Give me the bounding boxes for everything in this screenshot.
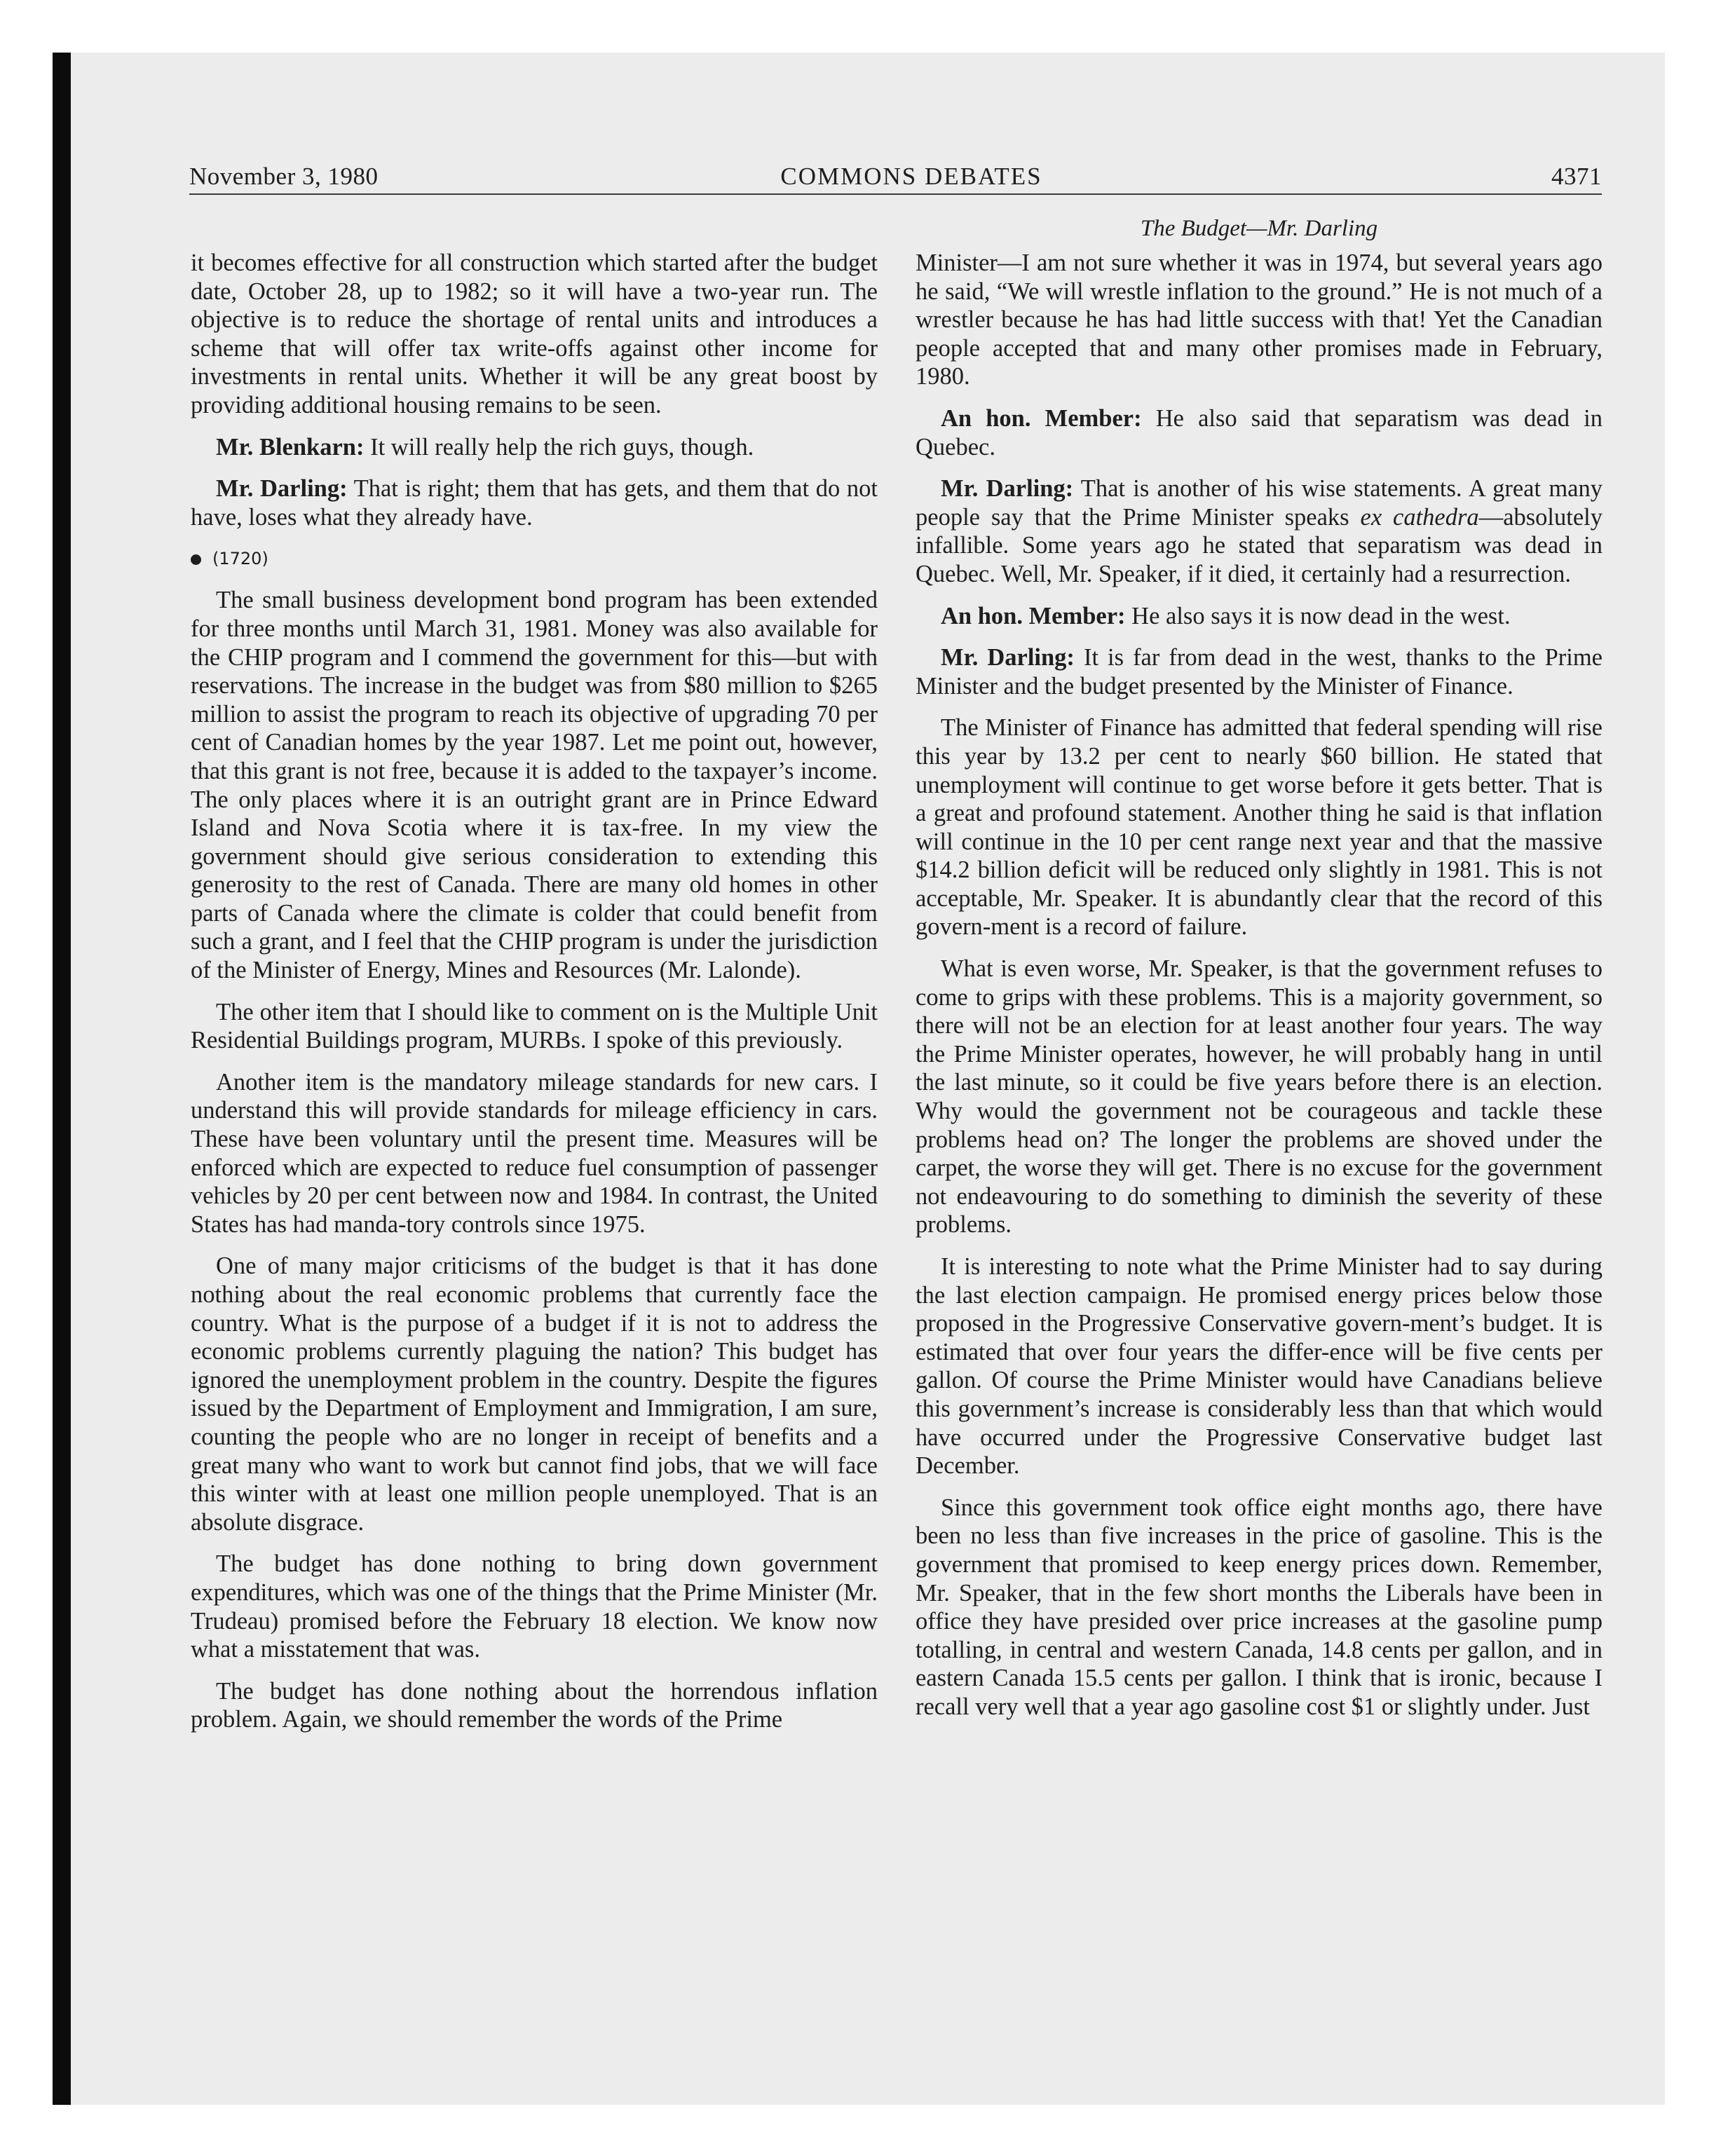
paragraph: it becomes effective for all construction which started after the budget date, October 28, up to 1982; so it will have a two-year run. The objective is to reduce the shortage of rental units and introduces a scheme that will offer tax write-offs against other income for investments in rental units. Whether it will be any great boost by providing additional housing remains to be seen. — [191, 250, 878, 418]
paragraph: What is even worse, Mr. Speaker, is that the government refuses to come to grips with these problems. This is a majority government, so there will not be an election for at least another four years. The way the Prime Minister operates, however, he will probably hang in until the last minute, so it could be five years before there is an election. Why would the government not be courageous and tackle these problems head on? The longer the problems are shoved under the carpet, the worse they will get. There is no excuse for the government not endeavouring to do something to diminish the severity of these problems. — [916, 955, 1603, 1239]
speech-paragraph — [191, 433, 878, 462]
time-marker-label: (1720) — [212, 549, 268, 569]
speaker-name: Mr. Darling: — [216, 475, 348, 503]
paragraph: The budget has done nothing about the horrendous inflation problem. Again, we should remember the words of the Prime — [191, 1677, 878, 1733]
running-head: The Budget—Mr. Darling — [1140, 216, 1378, 241]
speech-text: That is another of his wise statements. A great many people say that the Prime Minister speaks — [916, 475, 1603, 531]
paragraph: Since this government took office eight months ago, there have been no less than five increases in the price of gasoline. This is the government that promised to keep energy prices down. Remember, Mr. Speaker, that in the few short months the Liberals have been in office they have presided over price increases at the gasoline pump totalling, in central and western Canada, 14.8 cents per gallon, and in eastern Canada 15.5 cents per gallon. I think that is ironic, because I recall very well that a year ago gasoline cost $1 or slightly under. Just — [916, 1494, 1603, 1720]
bullet-icon — [191, 554, 201, 565]
header-date: November 3, 1980 — [189, 163, 379, 190]
speech-paragraph — [191, 475, 878, 531]
speech-paragraph — [916, 475, 1603, 588]
speech-text: He also said that separatism was dead in Quebec. — [916, 404, 1603, 460]
paragraph: Another item is the mandatory mileage standards for new cars. I understand this will provide standards for mileage efficiency in cars. These have been voluntary until the present time. Measures will be enforced which are expected to reduce fuel consumption of passenger vehicles by 20 per cent between now and 1984. In contrast, the United States has had manda-tory controls since 1975. — [191, 1068, 878, 1238]
speaker-name: An hon. Member: — [941, 602, 1126, 629]
header-divider — [189, 193, 1602, 195]
speaker-name: Mr. Darling: — [941, 644, 1075, 671]
speech-text: —absolutely infallible. Some years ago he stated that separatism was dead in Quebec. Well, Mr. Speaker, if it died, it certainly had a resurrection. — [916, 503, 1603, 587]
speech-text: It is far from dead in the west, thanks to the Prime Minister and the budget presented by the Minister of Finance. — [916, 644, 1603, 700]
scan-border — [53, 53, 71, 2105]
paragraph: One of many major criticisms of the budget is that it has done nothing about the real economic problems that currently face the country. What is the purpose of a budget if it is not to address the economic problems currently plaguing the nation? This budget has ignored the unemployment problem in the country. Despite the figures issued by the Department of Employment and Immigration, I am sure, counting the people who are no longer in receipt of benefits and a great many who want to work but cannot find jobs, that we will face this winter with at least one million people unemployed. That is an absolute disgrace. — [191, 1253, 878, 1536]
speech-text: It will really help the rich guys, though. — [364, 433, 754, 460]
speech-text: That is right; them that has gets, and them that do not have, loses what they already have. — [191, 475, 878, 531]
time-marker — [191, 545, 878, 573]
speech-paragraph — [916, 404, 1603, 461]
header-publication-title: COMMONS DEBATES — [780, 163, 1042, 190]
paragraph: The budget has done nothing to bring down government expenditures, which was one of the things that the Prime Minister (Mr. Trudeau) promised before the February 18 election. We know now what a misstatement that was. — [191, 1550, 878, 1663]
paragraph: It is interesting to note what the Prime Minister had to say during the last election campaign. He promised energy prices below those proposed in the Progressive Conservative govern-ment’s budget. It is estimated that over four years the differ-ence will be five cents per gallon. Of course the Prime Minister would have Canadians believe this government’s increase is considerably less than that which would have occurred under the Progressive Conservative budget last December. — [916, 1253, 1603, 1480]
left-column — [191, 249, 878, 1747]
speech-paragraph — [916, 602, 1603, 631]
speaker-name: An hon. Member: — [941, 404, 1142, 432]
speaker-name: Mr. Blenkarn: — [216, 433, 365, 460]
right-column — [916, 249, 1603, 1735]
paragraph: The other item that I should like to comment on is the Multiple Unit Residential Buildings program, MURBs. I spoke of this previously. — [191, 998, 878, 1054]
speaker-name: Mr. Darling: — [941, 475, 1074, 503]
paragraph: The small business development bond program has been extended for three months until March 31, 1981. Money was also available for the CHIP program and I commend the government for this—but with reservations. The increase in the budget was from $80 million to $265 million to assist the program to reach its objective of upgrading 70 per cent of Canadian homes by the year 1987. Let me point out, however, that this grant is not free, because it is added to the taxpayer’s income. The only places where it is an outright grant are in Prince Edward Island and Nova Scotia where it is tax-free. In my view the government should give serious consideration to extending this generosity to the rest of Canada. There are many old homes in other parts of Canada where the climate is colder that could benefit from such a grant, and I feel that the CHIP program is under the jurisdiction of the Minister of Energy, Mines and Resources (Mr. Lalonde). — [191, 587, 878, 984]
paragraph: Minister—I am not sure whether it was in 1974, but several years ago he said, “We will wrestle inflation to the ground.” He is not much of a wrestler because he has had little success with that! Yet the Canadian people accepted that and many other promises made in February, 1980. — [916, 250, 1603, 390]
header-page-number: 4371 — [1551, 163, 1602, 190]
paragraph: The Minister of Finance has admitted that federal spending will rise this year by 13.2 per cent to nearly $60 billion. He stated that unemployment will continue to get worse before it gets better. That is a great and profound statement. Another thing he said is that inflation will continue in the 10 per cent range next year and that the massive $14.2 billion deficit will be reduced only slightly in 1981. This is not acceptable, Mr. Speaker. It is abundantly clear that the record of this govern-ment is a record of failure. — [916, 714, 1603, 941]
speech-text: He also says it is now dead in the west. — [1125, 602, 1511, 629]
latin-phrase: ex cathedra — [1360, 503, 1479, 531]
speech-paragraph — [916, 643, 1603, 700]
